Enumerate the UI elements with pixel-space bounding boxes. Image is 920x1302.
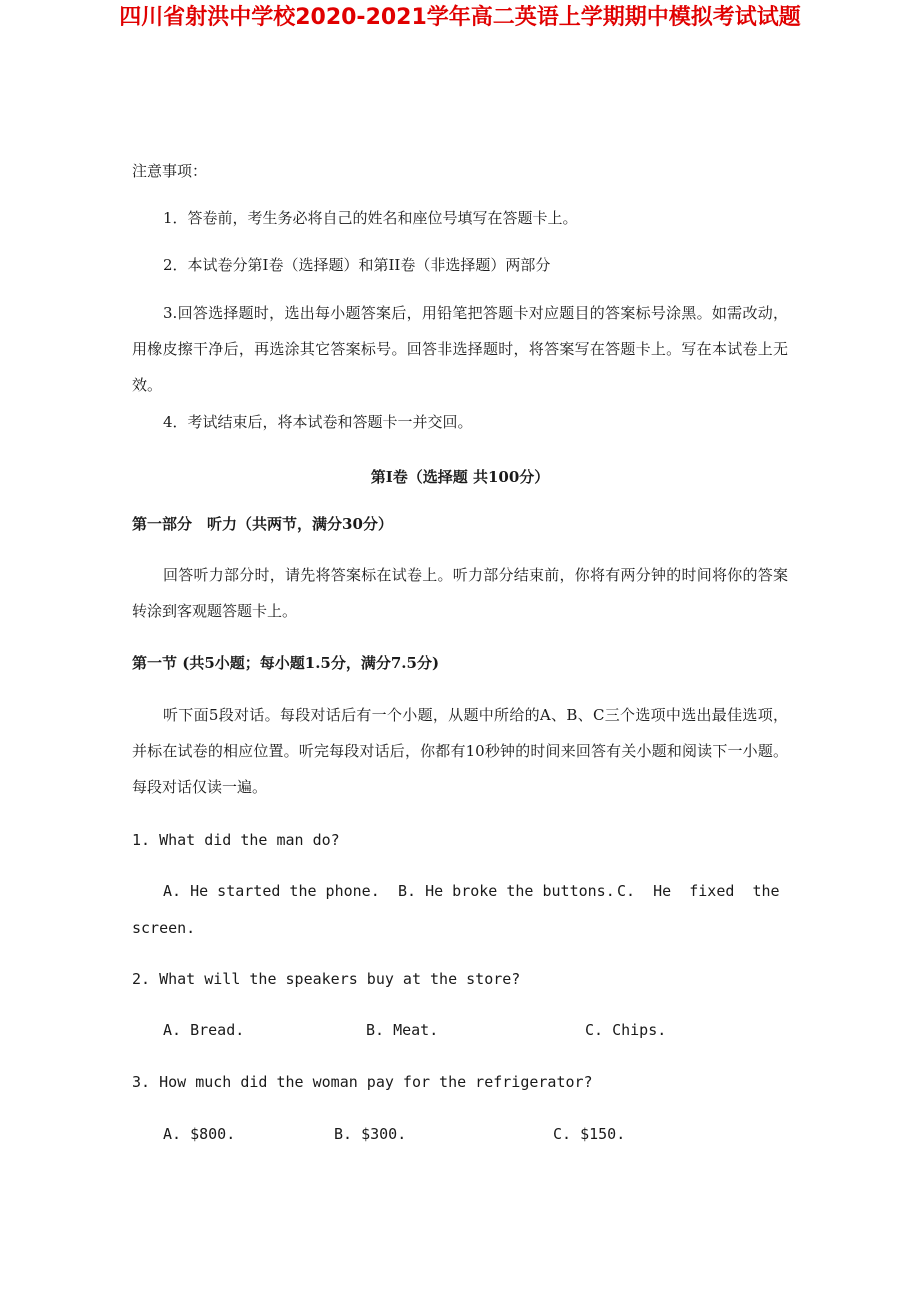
question-3-option-a: A. $800. <box>163 1125 236 1143</box>
notice-item-2: 2．本试卷分第Ⅰ卷（选择题）和第II卷（非选择题）两部分 <box>163 256 551 274</box>
section1-heading: 第一节 (共5小题；每小题1.5分，满分7.5分) <box>132 654 440 672</box>
notice-item-3: 3.回答选择题时，选出每小题答案后，用铅笔把答题卡对应题目的答案标号涂黑。如需改动，用橡皮擦干净后，再选涂其它答案标号。回答非选择题时，将答案写在答题卡上。写在本试卷上无效。 <box>132 304 788 394</box>
question-3-option-c: C. $150. <box>553 1125 626 1143</box>
question-2-option-c: C. Chips. <box>585 1021 667 1039</box>
question-1-option-c-cont: screen. <box>132 919 196 937</box>
notice-item-1: 1．答卷前，考生务必将自己的姓名和座位号填写在答题卡上。 <box>163 209 578 227</box>
question-2-option-a: A. Bread. <box>163 1021 245 1039</box>
question-3-stem: 3. How much did the woman pay for the refrigerator? <box>132 1073 593 1091</box>
notice-heading: 注意事项： <box>132 162 208 180</box>
question-1-option-c: C. He fixed the <box>617 882 780 900</box>
part1-heading: 第一部分 听力（共两节，满分30分） <box>132 515 393 533</box>
question-1-stem: 1. What did the man do? <box>132 831 340 849</box>
section1-intro: 听下面5段对话。每段对话后有一个小题，从题中所给的A、B、C三个选项中选出最佳选项，并标在试卷的相应位置。听完每段对话后，你都有10秒钟的时间来回答有关小题和阅读下一小题。每段对话仅读一遍。 <box>132 706 788 796</box>
volume-heading: 第Ⅰ卷（选择题 共100分） <box>370 468 550 486</box>
question-2-stem: 2. What will the speakers buy at the store? <box>132 970 521 988</box>
question-1-option-b: B. He broke the buttons. <box>398 882 615 900</box>
exam-title: 四川省射洪中学校2020-2021学年高二英语上学期期中模拟考试试题 <box>119 5 801 30</box>
part1-intro: 回答听力部分时，请先将答案标在试卷上。听力部分结束前，你将有两分钟的时间将你的答案转涂到客观题答题卡上。 <box>132 566 788 620</box>
question-2-option-b: B. Meat. <box>366 1021 439 1039</box>
question-1-option-a: A. He started the phone. <box>163 882 380 900</box>
notice-item-4: 4．考试结束后，将本试卷和答题卡一并交回。 <box>163 413 473 431</box>
question-3-option-b: B. $300. <box>334 1125 407 1143</box>
